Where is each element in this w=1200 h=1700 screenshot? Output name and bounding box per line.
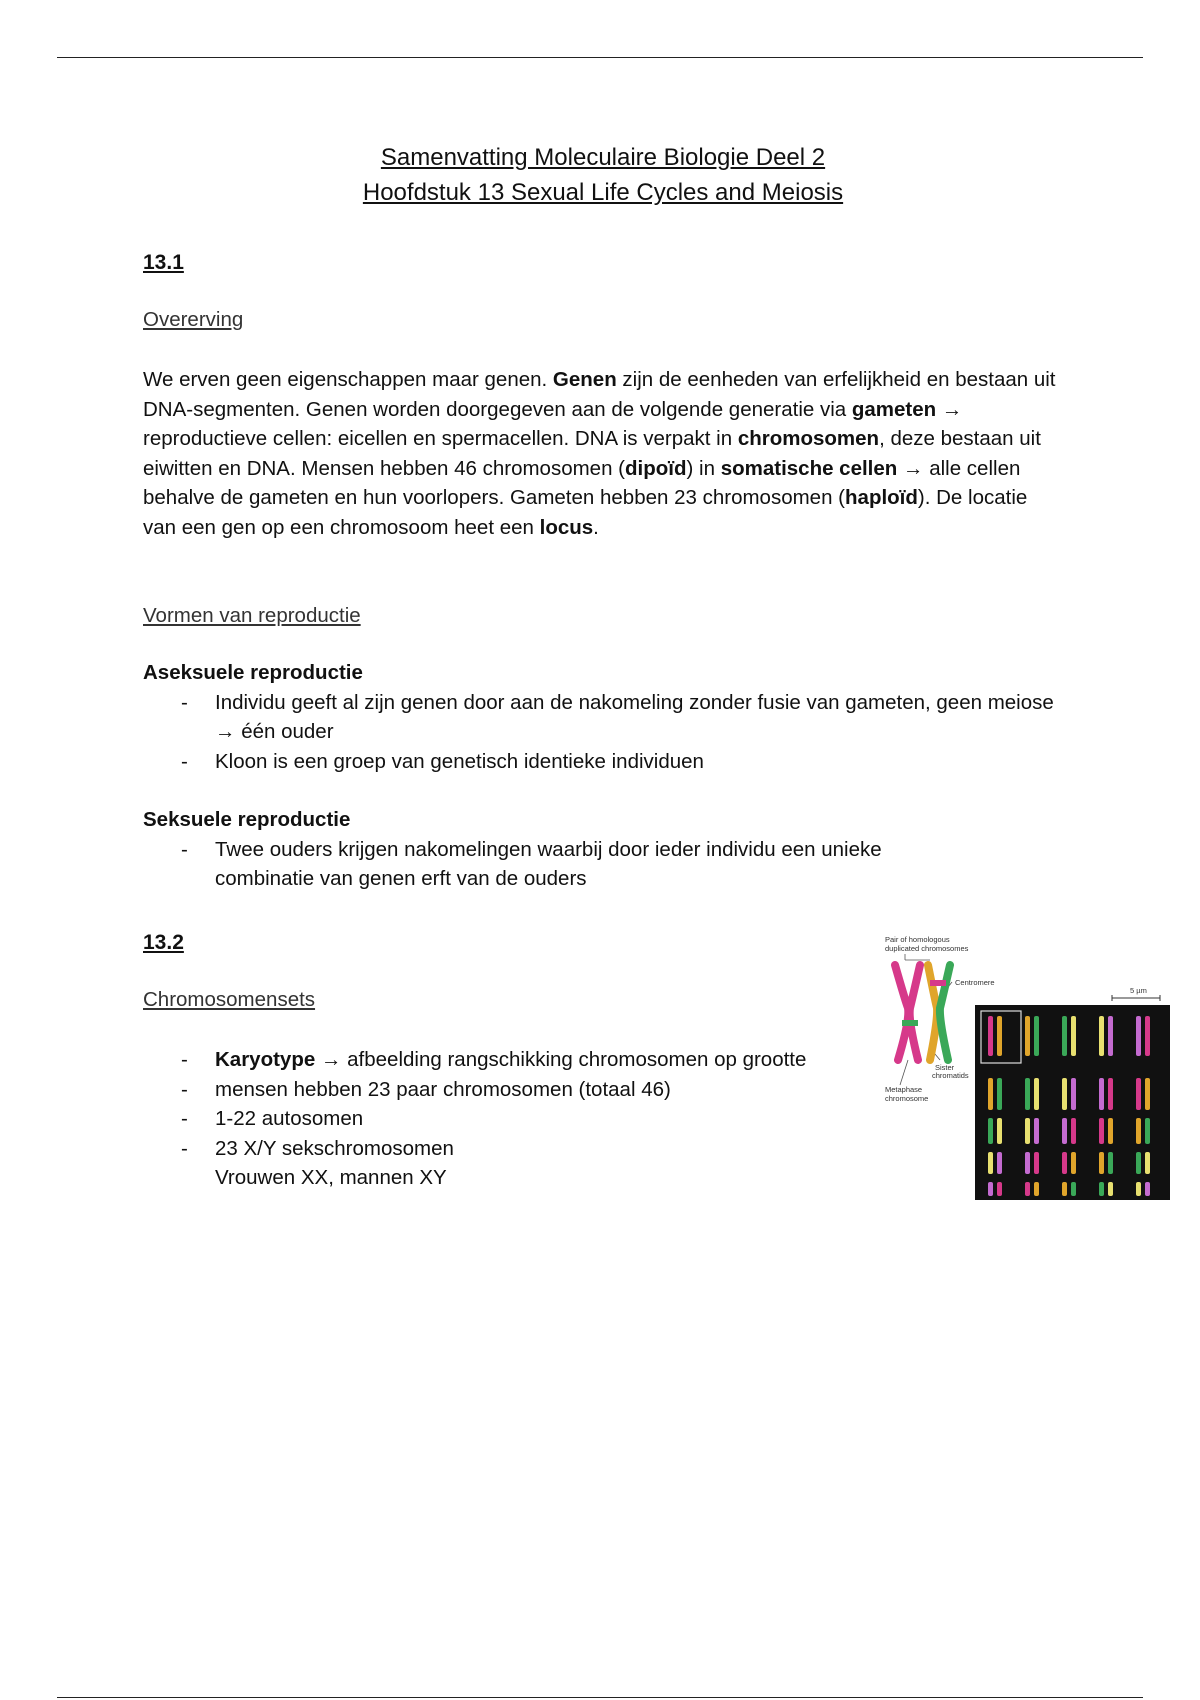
karyotype-chromosome [1136,1182,1141,1196]
karyotype-chromosome [997,1182,1002,1196]
document-title [133,140,1073,210]
list-item: - Individu geeft al zijn genen door aan de nakomeling zonder fusie van gameten, geen meiose → één ouder [143,688,1063,747]
karyotype-chromosome [997,1118,1002,1144]
label-sister: Sister [935,1063,955,1072]
karyotype-chromosome [1071,1016,1076,1056]
label-metaphase-2: chromosome [885,1094,929,1103]
seksuele-block [143,805,963,894]
karyotype-chromosome [1062,1118,1067,1144]
aseksuele-heading: Aseksuele reproductie [143,661,363,684]
karyotype-chromosome [1071,1078,1076,1110]
karyotype-chromosome [1145,1152,1150,1174]
karyotype-chromosome [988,1118,993,1144]
karyotype-chromosome [1025,1152,1030,1174]
karyotype-chromosome [1062,1016,1067,1056]
karyotype-chromosome [1025,1078,1030,1110]
karyotype-chromosome [1099,1016,1104,1056]
karyotype-chromosome [1099,1182,1104,1196]
karyotype-chromosome [1108,1152,1113,1174]
karyotype-chromosome [1108,1182,1113,1196]
overerving-heading: Overerving [143,308,244,331]
aseksuele-list [143,688,1063,777]
karyotype-chromosome [1025,1016,1030,1056]
chromosomensets-heading: Chromosomensets [143,988,316,1011]
karyotype-chromosome [1099,1152,1104,1174]
karyotype-chromosome [1062,1078,1067,1110]
karyotype-chromosome [988,1152,993,1174]
seksuele-heading: Seksuele reproductie [143,808,351,831]
chromosomensets-list [143,1045,883,1193]
list-item: - 23 X/Y sekschromosomen Vrouwen XX, mannen XY [143,1134,883,1193]
title-line-2: Hoofdstuk 13 Sexual Life Cycles and Meiosis [362,179,844,206]
label-sister-2: chromatids [932,1071,969,1080]
karyotype-chromosome [1136,1152,1141,1174]
label-centromere: Centromere [955,978,995,987]
karyotype-chromosome [997,1078,1002,1110]
karyotype-chromosome [1062,1182,1067,1196]
karyotype-chromosome [1108,1078,1113,1110]
title-line-1: Samenvatting Moleculaire Biologie Deel 2 [380,144,826,171]
karyotype-chromosome [1034,1152,1039,1174]
karyotype-chromosome [1071,1118,1076,1144]
section-13-1-heading: 13.1 [143,251,184,274]
chromosome-pair-illustration [895,965,950,1060]
karyotype-chromosome [1034,1078,1039,1110]
karyotype-chromosome [1099,1118,1104,1144]
karyotype-chromosome [1071,1182,1076,1196]
karyotype-chromosome [1136,1078,1141,1110]
karyotype-chromosome [1145,1182,1150,1196]
karyotype-chromosome [997,1152,1002,1174]
karyotype-chromosome [1108,1016,1113,1056]
list-item: - Kloon is een groep van genetisch identieke individuen [143,747,1063,777]
karyotype-chromosome [988,1182,993,1196]
header-rule [57,57,1143,58]
label-pair: Pair of homologous [885,935,950,944]
karyotype-chromosome [1034,1182,1039,1196]
karyotype-chromosome [1071,1152,1076,1174]
aseksuele-block [143,658,1063,776]
label-metaphase: Metaphase [885,1085,923,1094]
karyotype-chromosome [988,1016,993,1056]
list-item: - 1-22 autosomen [143,1104,883,1134]
footer-rule [57,1697,1143,1698]
karyotype-chromosome [1145,1118,1150,1144]
karyotype-illustration [880,930,1175,1210]
list-item-karyotype: - Karyotype → afbeelding rangschikking chromosomen op grootte [143,1045,883,1075]
karyotype-chromosome [1062,1152,1067,1174]
overerving-paragraph: We erven geen eigenschappen maar genen. Genen zijn de eenheden van erfelijkheid en bestaan uit DNA-segmenten. Genen worden doorgegeven aan de volgende generatie via gameten → reproductieve cellen: eicellen en spermacellen. DNA is verpakt in chromosomen, deze bestaan uit eiwitten en DNA. Mensen hebben 46 chromosomen (dipoïd) in somatische cellen → alle cellen behalve de gameten en hun voorlopers. Gameten hebben 23 chromosomen (haploïd). De locatie van een gen op een chromosoom heet een locus. [143,368,1056,539]
karyotype-chromosome [1145,1078,1150,1110]
karyotype-chromosome [1145,1016,1150,1056]
vormen-heading: Vormen van reproductie [143,604,361,627]
karyotype-chromosome [1025,1182,1030,1196]
karyotype-chromosome [988,1078,993,1110]
section-13-2-heading: 13.2 [143,931,184,954]
karyotype-chromosome [1099,1078,1104,1110]
list-item: - Twee ouders krijgen nakomelingen waarbij door ieder individu een unieke combinatie van genen erft van de ouders [143,835,963,894]
label-scale: 5 µm [1130,986,1147,995]
karyotype-chromosome [1034,1016,1039,1056]
seksuele-list [143,835,963,894]
karyotype-figure [880,930,1175,1210]
karyotype-chromosome [997,1016,1002,1056]
karyotype-chromosome [1136,1016,1141,1056]
label-pair-2: duplicated chromosomes [885,944,969,953]
karyotype-chromosome [1108,1118,1113,1144]
karyotype-chromosome [1025,1118,1030,1144]
karyotype-chromosome [1034,1118,1039,1144]
list-item: - mensen hebben 23 paar chromosomen (totaal 46) [143,1075,883,1105]
karyotype-chromosome [1136,1118,1141,1144]
